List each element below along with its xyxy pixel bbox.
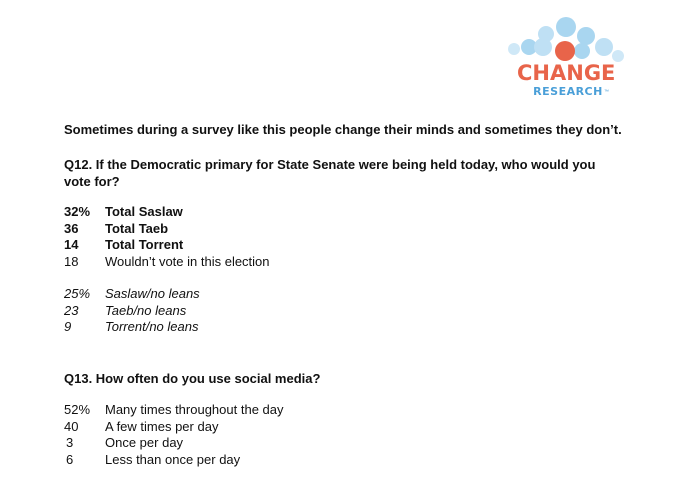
result-value: 9 — [64, 319, 72, 334]
result-label: Taeb/no leans — [105, 302, 187, 318]
result-label: Wouldn’t vote in this election — [105, 253, 270, 269]
result-label: A few times per day — [105, 418, 219, 434]
result-row — [64, 204, 270, 221]
result-row — [64, 303, 200, 320]
result-value: 23 — [64, 302, 79, 318]
result-value: 32% — [64, 204, 91, 219]
result-value: 14 — [64, 237, 79, 252]
q13-question: Q13. How often do you use social media? — [64, 371, 321, 386]
logo-trademark: ™ — [604, 89, 609, 95]
result-row — [64, 319, 200, 336]
result-label: Less than once per day — [105, 451, 241, 467]
result-value: 36 — [64, 220, 79, 236]
result-row — [64, 221, 270, 238]
q12-question: Q12. If the Democratic primary for State Senate were being held today, who would you vote for? — [64, 157, 596, 189]
result-value: 25% — [64, 286, 91, 301]
result-row — [64, 286, 200, 303]
logo-sub: RESEARCH — [533, 85, 603, 98]
result-label: Many times throughout the day — [105, 402, 284, 417]
result-row — [64, 419, 284, 436]
result-row — [64, 435, 284, 452]
result-value: 3 — [66, 435, 74, 450]
result-row — [64, 402, 284, 419]
result-row — [64, 254, 270, 271]
result-value: 40 — [64, 418, 79, 434]
result-label: Once per day — [105, 435, 184, 450]
result-label: Total Saslaw — [105, 204, 183, 219]
result-label: Saslaw/no leans — [105, 286, 200, 301]
result-label: Total Torrent — [105, 237, 184, 252]
result-row — [64, 452, 284, 469]
result-value: 6 — [66, 451, 74, 467]
result-value: 18 — [64, 253, 79, 269]
result-label: Torrent/no leans — [105, 319, 199, 334]
result-row — [64, 237, 270, 254]
logo-name: CHANGE — [517, 61, 616, 85]
q12-totals — [64, 204, 270, 270]
q12-leans — [64, 286, 200, 336]
result-value: 52% — [64, 402, 91, 417]
change-research-logo — [500, 14, 630, 104]
intro-text: Sometimes during a survey like this people change their minds and sometimes they don’t. — [64, 122, 622, 137]
q13-answers — [64, 402, 284, 468]
result-label: Total Taeb — [105, 220, 169, 236]
